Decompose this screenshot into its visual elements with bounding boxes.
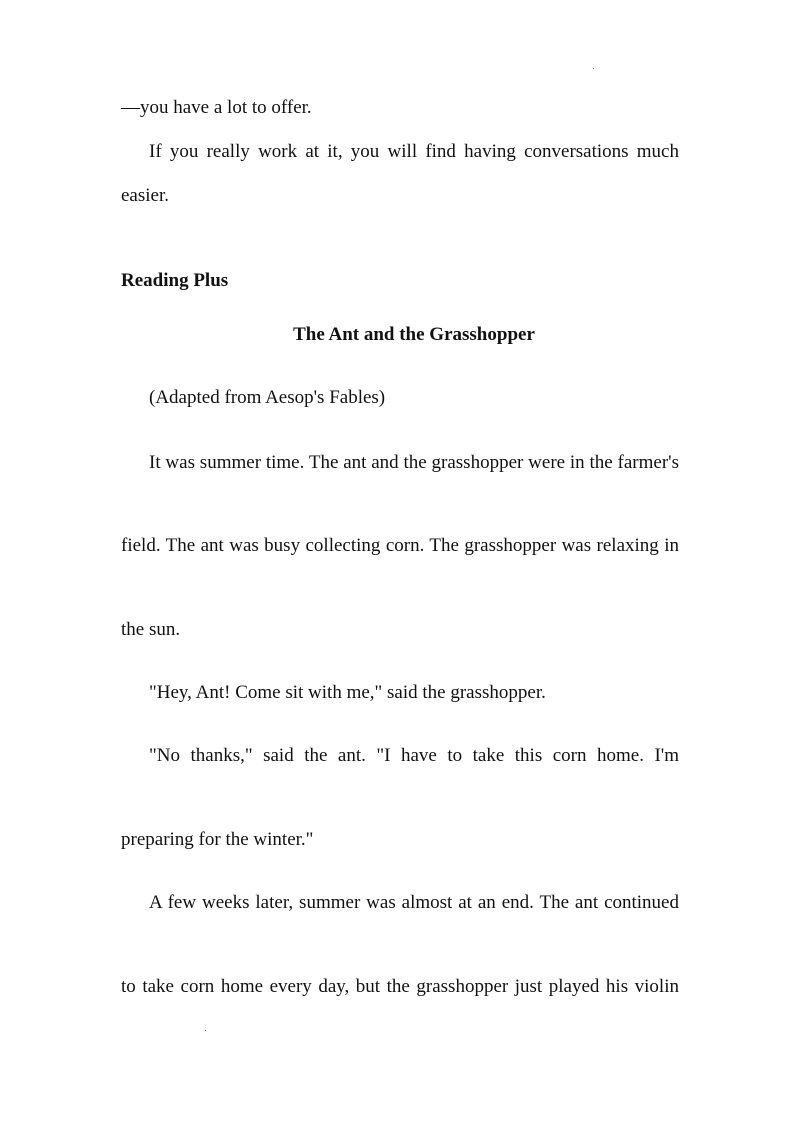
story-title: The Ant and the Grasshopper: [293, 324, 535, 345]
text-line: —you have a lot to offer.: [121, 97, 312, 118]
text-line: the sun.: [121, 619, 181, 640]
text-line: A few weeks later, summer was almost at an end. The ant continued: [149, 892, 679, 913]
text-line: "No thanks," said the ant. "I have to take this corn home. I'm: [149, 745, 679, 766]
text-line: field. The ant was busy collecting corn. The grasshopper was relaxing in: [121, 535, 679, 556]
section-heading: Reading Plus: [121, 270, 229, 291]
text-line: It was summer time. The ant and the grasshopper were in the farmer's: [149, 452, 679, 473]
scan-speck-bottom: [205, 1030, 206, 1031]
text-line: to take corn home every day, but the grasshopper just played his violin: [121, 976, 679, 997]
attribution-line: (Adapted from Aesop's Fables): [149, 387, 386, 408]
text-line: If you really work at it, you will find having conversations much: [149, 141, 679, 162]
text-line: preparing for the winter.": [121, 829, 314, 850]
text-line: easier.: [121, 185, 170, 206]
text-line: "Hey, Ant! Come sit with me," said the grasshopper.: [149, 682, 546, 703]
scan-speck-top: [593, 68, 594, 69]
